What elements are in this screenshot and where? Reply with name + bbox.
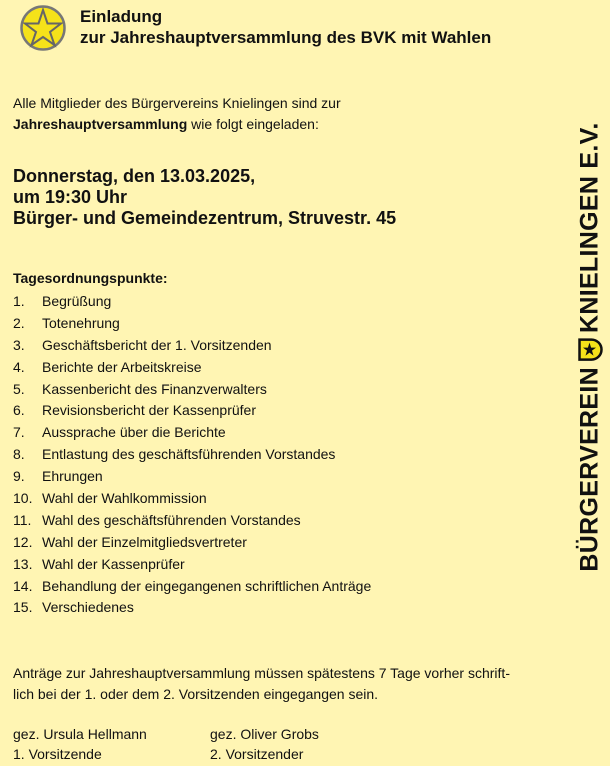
- signature-1: [13, 724, 147, 764]
- agenda-number: 6.: [13, 402, 25, 419]
- agenda-number: 12.: [13, 533, 33, 550]
- agenda-text: Totenehrung: [42, 314, 120, 331]
- agenda-item: [13, 597, 371, 619]
- agenda-item: [13, 379, 371, 401]
- intro-rest: wie folgt eingeladen:: [187, 116, 319, 132]
- signature-role: 1. Vorsitzende: [13, 746, 102, 762]
- event-place: Bürger- und Gemeindezentrum, Struvestr. 45: [13, 208, 397, 228]
- agenda-text: Berichte der Arbeitskreise: [42, 358, 202, 375]
- agenda-item: [13, 554, 371, 576]
- agenda-item: [13, 313, 371, 335]
- agenda-text: Revisionsbericht der Kassenprüfer: [42, 402, 256, 419]
- agenda-text: Wahl der Einzelmitgliedsvertreter: [42, 533, 247, 550]
- signature-2: [210, 724, 319, 764]
- agenda-text: Behandlung der eingegangenen schriftlichen Anträge: [42, 577, 372, 594]
- agenda-item: [13, 291, 371, 313]
- agenda-number: 15.: [13, 599, 33, 616]
- event-details: [13, 166, 396, 229]
- agenda-item: [13, 400, 371, 422]
- event-time: um 19:30 Uhr: [13, 187, 128, 207]
- star-logo-icon: [20, 5, 66, 51]
- agenda-item: [13, 444, 371, 466]
- agenda-item: [13, 532, 371, 554]
- event-date: Donnerstag, den 13.03.2025,: [13, 166, 256, 186]
- intro-line-1: Alle Mitglieder des Bürgervereins Knielingen sind zur: [13, 95, 341, 111]
- agenda-text: Kassenbericht des Finanzverwalters: [42, 380, 267, 397]
- agenda-number: 1.: [13, 293, 25, 309]
- page-title: [80, 6, 491, 48]
- agenda-text: Verschiedenes: [42, 599, 134, 616]
- agenda-item: [13, 488, 371, 510]
- agenda-text: Geschäftsbericht der 1. Vorsitzenden: [42, 336, 272, 353]
- agenda-number: 5.: [13, 380, 25, 397]
- agenda-text: Entlastung des geschäftsführenden Vorstandes: [42, 446, 336, 463]
- agenda-item: [13, 422, 371, 444]
- agenda-number: 7.: [13, 424, 25, 441]
- title-line-2: zur Jahreshauptversammlung des BVK mit Wahlen: [80, 28, 492, 47]
- agenda-text: Wahl der Wahlkommission: [42, 490, 207, 507]
- banner-right: KNIELINGEN E.V.: [575, 122, 604, 333]
- agenda-number: 14.: [13, 577, 33, 594]
- agenda-number: 11.: [13, 511, 32, 528]
- agenda-number: 4.: [13, 358, 25, 375]
- agenda-item: [13, 335, 371, 357]
- note-line-1: Anträge zur Jahreshauptversammlung müssen spätestens 7 Tage vorher schrift-: [13, 665, 510, 681]
- deadline-note: [13, 663, 553, 705]
- intro-bold: Jahreshauptversammlung: [13, 116, 188, 132]
- agenda-text: Wahl des geschäftsführenden Vorstandes: [42, 511, 301, 528]
- intro-text: [13, 93, 341, 135]
- signature-name: gez. Oliver Grobs: [210, 726, 319, 742]
- agenda-number: 10.: [13, 490, 33, 507]
- agenda-number: 3.: [13, 336, 25, 353]
- agenda-item: [13, 576, 371, 598]
- agenda-number: 9.: [13, 468, 25, 485]
- signature-name: gez. Ursula Hellmann: [13, 726, 147, 742]
- agenda-number: 13.: [13, 555, 33, 572]
- banner-left: BÜRGERVEREIN: [575, 367, 604, 572]
- agenda-number: 2.: [13, 314, 25, 331]
- agenda-text: Begrüßung: [42, 293, 112, 309]
- agenda-item: [13, 466, 371, 488]
- agenda-text: Ehrungen: [42, 468, 103, 485]
- note-line-2: lich bei der 1. oder dem 2. Vorsitzenden eingegangen sein.: [13, 686, 379, 702]
- agenda-number: 8.: [13, 446, 25, 463]
- agenda-text: Wahl der Kassenprüfer: [42, 555, 185, 572]
- signature-role: 2. Vorsitzender: [210, 746, 304, 762]
- agenda-item: [13, 357, 371, 379]
- agenda-heading: Tagesordnungspunkte:: [13, 270, 168, 286]
- agenda: [13, 268, 371, 619]
- agenda-item: [13, 510, 371, 532]
- title-line-1: Einladung: [80, 7, 163, 26]
- agenda-text: Aussprache über die Berichte: [42, 424, 226, 441]
- shield-star-icon: [577, 338, 603, 362]
